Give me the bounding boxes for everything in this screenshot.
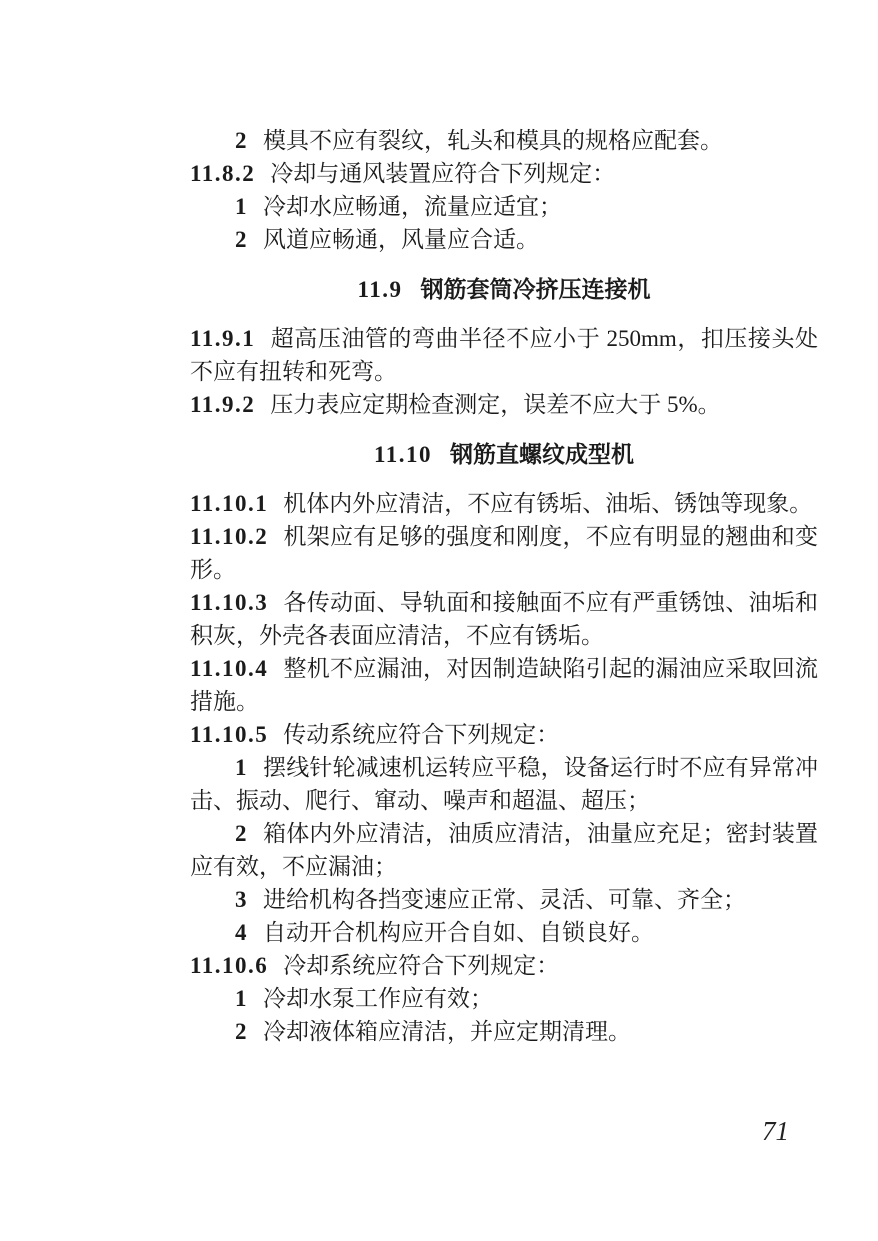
list-item-paragraph <box>190 751 818 817</box>
clause-number: 2 <box>235 227 248 252</box>
clause-number: 11.10.5 <box>190 722 269 747</box>
section-number: 11.9 <box>357 277 403 302</box>
clause-number: 11.10.3 <box>190 590 269 615</box>
clause-number: 1 <box>235 986 248 1011</box>
section-title: 钢筋直螺纹成型机 <box>449 441 634 467</box>
clause-text: 整机不应漏油，对因制造缺陷引起的漏油应采取回流措施。 <box>190 656 818 714</box>
clause-number: 2 <box>235 821 248 846</box>
clause-paragraph <box>190 718 818 751</box>
clause-paragraph <box>190 157 818 190</box>
clause-text: 压力表应定期检查测定，误差不应大于 5%。 <box>270 392 721 417</box>
section-number: 11.10 <box>374 442 432 467</box>
clause-text: 各传动面、导轨面和接触面不应有严重锈蚀、油垢和积灰，外壳各表面应清洁，不应有锈垢。 <box>190 590 818 648</box>
clause-paragraph <box>190 586 818 652</box>
clause-text: 摆线针轮减速机运转应平稳，设备运行时不应有异常冲击、振动、爬行、窜动、噪声和超温、超压； <box>190 755 818 813</box>
clause-number: 11.10.2 <box>190 524 269 549</box>
clause-text: 冷却与通风装置应符合下列规定： <box>270 161 616 186</box>
clause-text: 机架应有足够的强度和刚度，不应有明显的翘曲和变形。 <box>190 524 818 582</box>
list-item-paragraph <box>190 883 818 916</box>
clause-paragraph <box>190 487 818 520</box>
section-title: 钢筋套筒冷挤压连接机 <box>420 276 651 302</box>
list-item-paragraph <box>190 223 818 256</box>
list-item-paragraph <box>190 1015 818 1048</box>
page-number: 71 <box>762 1116 789 1146</box>
clause-text: 冷却液体箱应清洁，并应定期清理。 <box>263 1019 631 1044</box>
clause-number: 2 <box>235 1019 248 1044</box>
section-heading <box>190 273 818 306</box>
clause-number: 1 <box>235 194 248 219</box>
clause-text: 风道应畅通，风量应合适。 <box>263 227 539 252</box>
clause-paragraph <box>190 520 818 586</box>
clause-paragraph <box>190 949 818 982</box>
clause-paragraph <box>190 322 818 388</box>
clause-text: 自动开合机构应开合自如、自锁良好。 <box>263 920 654 945</box>
clause-paragraph <box>190 652 818 718</box>
clause-number: 11.9.2 <box>190 392 256 417</box>
clause-number: 11.10.6 <box>190 953 269 978</box>
clause-number: 11.10.4 <box>190 656 269 681</box>
list-item-paragraph <box>190 916 818 949</box>
clause-text: 超高压油管的弯曲半径不应小于 250mm，扣压接头处不应有扭转和死弯。 <box>190 326 818 384</box>
clause-number: 11.10.1 <box>190 491 269 516</box>
document-body <box>190 124 818 1048</box>
clause-number: 1 <box>235 755 248 780</box>
clause-number: 2 <box>235 128 248 153</box>
clause-number: 11.9.1 <box>190 326 256 351</box>
list-item-paragraph <box>190 190 818 223</box>
clause-text: 箱体内外应清洁，油质应清洁，油量应充足；密封装置应有效，不应漏油； <box>190 821 818 879</box>
clause-number: 11.8.2 <box>190 161 256 186</box>
list-item-paragraph <box>190 817 818 883</box>
clause-number: 3 <box>235 887 248 912</box>
clause-text: 进给机构各挡变速应正常、灵活、可靠、齐全； <box>263 887 746 912</box>
clause-paragraph <box>190 388 818 421</box>
clause-text: 冷却系统应符合下列规定： <box>283 953 560 978</box>
clause-text: 传动系统应符合下列规定： <box>283 722 560 747</box>
clause-text: 冷却水应畅通，流量应适宜； <box>263 194 562 219</box>
list-item-paragraph <box>190 982 818 1015</box>
clause-text: 冷却水泵工作应有效； <box>263 986 493 1011</box>
list-item-paragraph <box>190 124 818 157</box>
clause-text: 模具不应有裂纹，轧头和模具的规格应配套。 <box>263 128 723 153</box>
clause-number: 4 <box>235 920 248 945</box>
clause-text: 机体内外应清洁，不应有锈垢、油垢、锈蚀等现象。 <box>283 491 813 516</box>
section-heading <box>190 438 818 471</box>
